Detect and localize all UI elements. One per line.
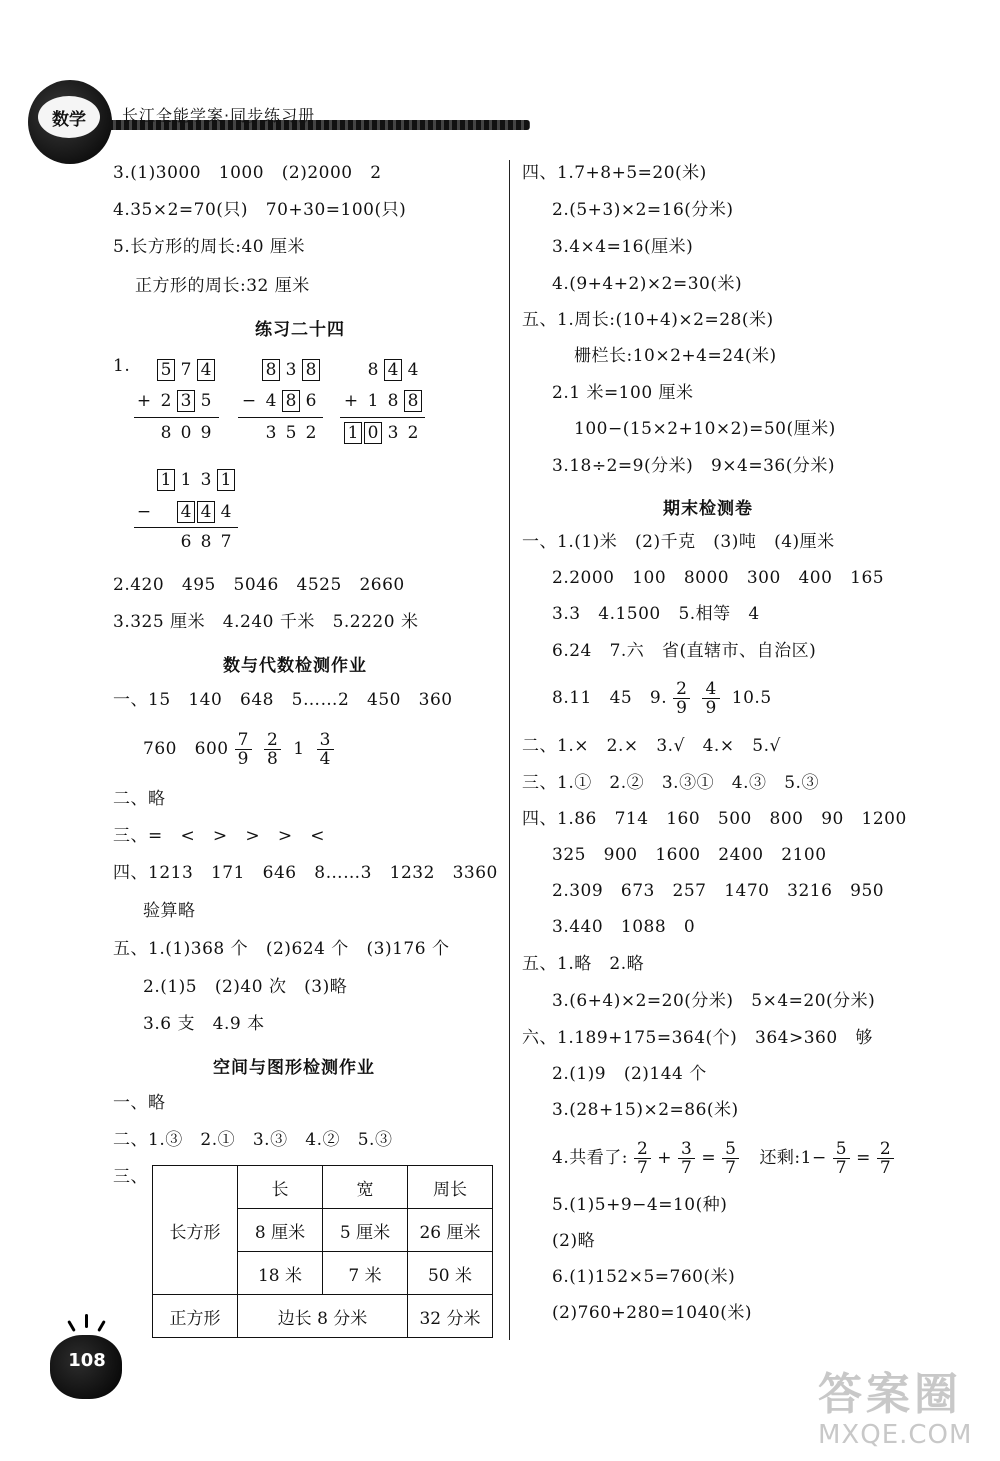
answer-line: 六、1.189+175=364(个) 364>360 够: [522, 1028, 873, 1048]
book-title: 长江全能学案·同步练习册: [122, 106, 316, 125]
operator: +: [343, 391, 359, 411]
answer-line: 3.325 厘米 4.240 千米 5.2220 米: [113, 612, 419, 632]
denominator: 9: [237, 749, 249, 769]
answer-line: 2.(5+3)×2=16(分米): [552, 200, 734, 220]
answer-line: 5.(1)5+9−4=10(种): [552, 1195, 728, 1215]
digit: 5: [200, 391, 212, 411]
digit-box: 0: [364, 422, 382, 444]
answer-line-fractions: [552, 676, 772, 720]
digit: 5: [285, 423, 297, 443]
digit: 3: [285, 360, 297, 380]
answer-text: 还剩:1−: [759, 1148, 827, 1168]
denominator: 4: [319, 749, 331, 769]
denominator: 7: [636, 1158, 649, 1178]
digit-box: 4: [197, 501, 215, 523]
digit-box: 1: [344, 422, 362, 444]
answer-line: 2.(1)9 (2)144 个: [552, 1064, 707, 1084]
answer-line: 4.35×2=70(只) 70+30=100(只): [113, 200, 407, 220]
answer-line: 3.440 1088 0: [552, 917, 696, 937]
fraction: [673, 680, 690, 717]
fraction: [877, 1140, 894, 1177]
equals-sign: =: [701, 1148, 717, 1168]
difference-rule: [238, 417, 323, 418]
answer-line: 3.(28+15)×2=86(米): [552, 1100, 739, 1120]
digit: 8: [160, 423, 172, 443]
denominator: 9: [676, 698, 688, 718]
fraction: [634, 1140, 651, 1177]
table-header: 长: [238, 1166, 323, 1209]
equals-sign: =: [856, 1148, 871, 1168]
answer-line: 2.309 673 257 1470 3216 950: [552, 881, 885, 901]
answer-line: 二、1.× 2.× 3.√ 4.× 5.√: [522, 736, 781, 756]
digit: 4: [265, 391, 277, 411]
answer-line: 3.4×4=16(厘米): [552, 237, 694, 257]
section-heading: 期末检测卷: [663, 499, 753, 519]
answer-line-fractions: [143, 727, 340, 771]
digit: 2: [305, 423, 317, 443]
spark-icon: [85, 1314, 88, 1328]
numerator: 2: [673, 680, 690, 699]
answer-line: 二、略: [113, 789, 166, 809]
answer-line: 五、1.略 2.略: [522, 954, 645, 974]
table-cell: 18 米: [238, 1252, 323, 1295]
denominator: 7: [835, 1158, 848, 1178]
answer-line: 栅栏长:10×2+4=24(米): [574, 346, 777, 366]
answer-line: 3.6 支 4.9 本: [143, 1014, 265, 1034]
digit: 8: [387, 391, 399, 411]
answer-line: (2)略: [552, 1231, 596, 1251]
answer-line: 三、: [113, 1167, 148, 1187]
digit: 2: [407, 423, 419, 443]
digit: 4: [220, 502, 232, 522]
operator: −: [241, 391, 257, 411]
table-cell: 32 分米: [408, 1295, 493, 1338]
answer-line: 三、1.① 2.② 3.③① 4.③ 5.③: [522, 773, 819, 793]
section-heading: 数与代数检测作业: [223, 656, 367, 676]
section-heading: 练习二十四: [255, 320, 345, 340]
numerator: 4: [702, 680, 719, 699]
answer-line: 四、1213 171 646 8……3 1232 3360: [113, 863, 498, 883]
digit-box: 4: [197, 359, 215, 381]
answer-line: 四、1.86 714 160 500 800 90 1200: [522, 809, 907, 829]
digit-box: 1: [217, 469, 235, 491]
fraction: [317, 731, 334, 768]
digit: 6: [305, 391, 317, 411]
digit-box: 8: [282, 390, 300, 412]
fraction: [702, 680, 719, 717]
answer-value: 1: [293, 739, 305, 759]
digit: 8: [367, 360, 379, 380]
answer-line: 二、1.③ 2.① 3.③ 4.② 5.③: [113, 1130, 393, 1150]
sum-rule: [340, 417, 425, 418]
digit-box: 8: [404, 390, 422, 412]
answer-line: 3.18÷2=9(分米) 9×4=36(分米): [552, 456, 835, 476]
answer-line: 2.420 495 5046 4525 2660: [113, 575, 405, 595]
answer-line: 2.1 米=100 厘米: [552, 383, 694, 403]
answer-line: 正方形的周长:32 厘米: [135, 276, 310, 296]
digit-box: 4: [177, 501, 195, 523]
table-cell-label: 长方形: [153, 1166, 238, 1295]
denominator: 7: [681, 1158, 693, 1178]
answer-line: 325 900 1600 2400 2100: [552, 845, 827, 865]
answer-line: 三、= < > > > <: [113, 826, 326, 846]
denominator: 7: [725, 1158, 737, 1178]
table-header: 宽: [323, 1166, 408, 1209]
answer-values: 8.11 45 9.: [552, 688, 668, 708]
digit: 4: [407, 360, 419, 380]
denominator: 7: [879, 1158, 892, 1178]
subject-badge-label: 数学: [38, 96, 100, 138]
answer-line: 验算略: [143, 901, 196, 921]
table-cell: 7 米: [323, 1252, 408, 1295]
digit-box: 8: [302, 359, 320, 381]
answer-line: 3.(1)3000 1000 (2)2000 2: [113, 163, 382, 183]
numerator: 3: [678, 1140, 695, 1159]
answer-line: 6.24 7.六 省(直辖市、自治区): [552, 641, 817, 661]
table-cell: 26 厘米: [408, 1209, 493, 1252]
column-divider: [509, 160, 510, 1340]
digit-box: 4: [384, 359, 402, 381]
question-number: 1.: [113, 356, 131, 376]
shape-table: [152, 1165, 493, 1338]
digit: 7: [180, 360, 192, 380]
answer-line: 3.(6+4)×2=20(分米) 5×4=20(分米): [552, 991, 876, 1011]
answer-line: 2.2000 100 8000 300 400 165: [552, 568, 885, 588]
digit: 8: [200, 532, 212, 552]
section-heading: 空间与图形检测作业: [213, 1058, 375, 1078]
operator: −: [136, 502, 152, 522]
digit: 3: [265, 423, 277, 443]
digit: 6: [180, 532, 192, 552]
answer-line: 五、1.(1)368 个 (2)624 个 (3)176 个: [113, 939, 450, 959]
difference-rule: [134, 527, 238, 528]
spark-icon: [97, 1320, 106, 1332]
fraction: [264, 731, 281, 768]
numerator: 2: [877, 1140, 894, 1159]
sum-rule: [134, 417, 219, 418]
table-row: [153, 1166, 493, 1209]
digit: 1: [180, 470, 192, 490]
digit: 9: [200, 423, 212, 443]
numerator: 2: [634, 1140, 651, 1159]
digit: 1: [367, 391, 379, 411]
page-number: 108: [68, 1350, 106, 1371]
numerator: 2: [264, 731, 281, 750]
answer-line: 一、15 140 648 5……2 450 360: [113, 690, 453, 710]
spark-icon: [67, 1320, 76, 1332]
digit: 2: [160, 391, 172, 411]
denominator: 9: [705, 698, 717, 718]
digit: 3: [387, 423, 399, 443]
digit-box: 8: [262, 359, 280, 381]
fraction: [722, 1140, 739, 1177]
answer-line: 3.3 4.1500 5.相等 4: [552, 604, 760, 624]
fraction: [235, 731, 252, 768]
fraction: [833, 1140, 850, 1177]
answer-line: 6.(1)152×5=760(米): [552, 1267, 736, 1287]
answer-values: 760 600: [143, 739, 229, 759]
digit-box: 5: [157, 359, 175, 381]
watermark: [818, 1370, 972, 1450]
table-header: 周长: [408, 1166, 493, 1209]
answer-line: 一、1.(1)米 (2)千克 (3)吨 (4)厘米: [522, 532, 835, 552]
answer-line: 100−(15×2+10×2)=50(厘米): [574, 419, 836, 439]
answer-text: 4.共看了:: [552, 1148, 628, 1168]
digit: 0: [180, 423, 192, 443]
answer-line-fractions: [552, 1136, 900, 1180]
table-cell: 8 厘米: [238, 1209, 323, 1252]
answer-value: 10.5: [731, 688, 772, 708]
answer-line: 四、1.7+8+5=20(米): [522, 163, 707, 183]
answer-line: 五、1.周长:(10+4)×2=28(米): [522, 310, 774, 330]
denominator: 8: [266, 749, 279, 769]
answer-line: (2)760+280=1040(米): [552, 1303, 752, 1323]
table-row: [153, 1295, 493, 1338]
watermark-text: 答案圈: [818, 1369, 962, 1420]
numerator: 3: [317, 731, 334, 750]
fraction: [678, 1140, 695, 1177]
answer-line: 5.长方形的周长:40 厘米: [113, 237, 305, 257]
answer-line: 4.(9+4+2)×2=30(米): [552, 274, 743, 294]
table-cell: 50 米: [408, 1252, 493, 1295]
numerator: 7: [235, 731, 252, 750]
table-cell: 5 厘米: [323, 1209, 408, 1252]
numerator: 5: [833, 1140, 850, 1159]
digit: 3: [200, 470, 212, 490]
digit-box: 1: [157, 469, 175, 491]
table-cell: 边长 8 分米: [238, 1295, 408, 1338]
digit: 7: [220, 532, 232, 552]
plus-sign: +: [657, 1148, 673, 1168]
watermark-url: MXQE.COM: [818, 1420, 973, 1450]
numerator: 5: [722, 1140, 739, 1159]
answer-line: 一、略: [113, 1093, 166, 1113]
table-cell-label: 正方形: [153, 1295, 238, 1338]
answer-line: 2.(1)5 (2)40 次 (3)略: [143, 977, 348, 997]
digit-box: 3: [177, 390, 195, 412]
operator: +: [136, 391, 152, 411]
